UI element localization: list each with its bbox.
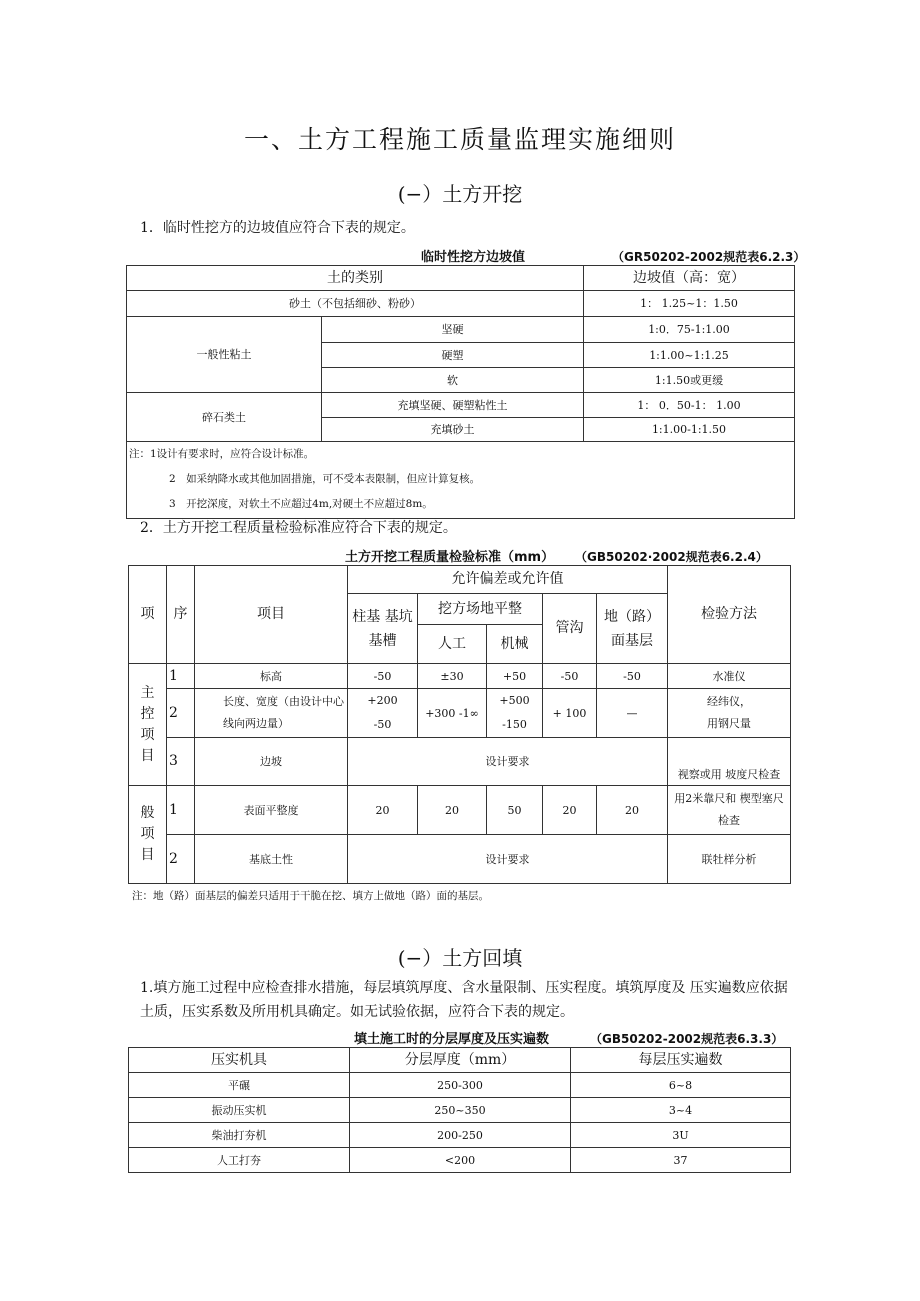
slope-row-gravel-a-value: 1： 0．50-1： 1.00 [584,393,795,418]
header-road: 地（路）面基层 [597,594,668,664]
group-main-char: 目 [140,747,155,764]
group-main-control [129,664,167,786]
row2-pile-minus: -50 [373,718,392,731]
slope-table-header-value: 边坡值（高：宽） [584,266,795,291]
slope-table [126,265,795,519]
row1-pile: -50 [348,664,418,689]
page-title: 一、土方工程施工质量监理实施细则 [243,125,676,154]
general2-method: 联牡样分析 [668,835,791,884]
slope-row-gravel-a: 充填坚硬、硬塑粘性土 [322,393,584,418]
group-main-char: 主 [140,684,155,701]
backfill-cell: 3~4 [571,1098,791,1123]
backfill-cell: 3U [571,1123,791,1148]
row2-machine [487,689,543,738]
header-machine: 机械 [487,625,543,664]
slope-row-gravel-label: 碎石类土 [127,393,322,442]
row2-road: — [597,689,668,738]
row2-trench: + 100 [543,689,597,738]
row2-manual: +300 -1∞ [418,689,487,738]
backfill-cell: 37 [571,1148,791,1173]
general2-value: 设计要求 [348,835,668,884]
general2-name: 基底土性 [195,835,348,884]
row2-pile-plus: +200 [367,694,398,707]
row3-seq: 3 [167,738,195,786]
backfill-cell: 200-250 [350,1123,571,1148]
table2-reference: （GB50202·2002规范表6.2.4） [575,550,768,564]
general1-name: 表面平整度 [195,786,348,835]
backfill-cell: 平碾 [129,1073,350,1098]
header-method: 检验方法 [668,566,791,664]
general1-method: 用2米靠尺和 楔型塞尺检查 [668,786,791,835]
slope-row-clay-hard: 坚硬 [322,317,584,343]
slope-row-clay-soft-value: 1:1.50或更缓 [584,368,795,393]
header-allowance: 允许偏差或允许值 [348,566,668,594]
backfill-cell: <200 [350,1148,571,1173]
slope-note-2: 2 如采纳降水或其他加固措施，可不受本表限制，但应计算复核。 [169,473,481,485]
row1-name: 标高 [195,664,348,689]
row1-machine: +50 [487,664,543,689]
slope-row-gravel-b-value: 1:1.00-1:1.50 [584,418,795,442]
paragraph-backfill: 1.填方施工过程中应检查排水措施，每层填筑厚度、含水量限制、压实程度。填筑厚度及 压实遍数应依据土质，压实系数及所用机具确定。如无试验依据，应符合下表的规定。 [140,980,788,1020]
table2-note: 注：地（路）面基层的偏差只适用于干脆在挖、填方上做地（路）面的基层。 [132,890,489,902]
table1-caption: 临时性挖方边坡值 [421,250,526,265]
row2-machine-minus: -150 [502,718,527,731]
group-general-char: 目 [140,847,155,863]
slope-table-header-soil: 土的类别 [127,266,584,291]
backfill-header-thickness: 分层厚度（mm） [350,1048,571,1073]
header-site-leveling: 挖方场地平整 [418,594,543,625]
slope-row-gravel-b: 充填砂土 [322,418,584,442]
group-general [129,786,167,884]
row3-value: 设计要求 [348,738,668,786]
table1-reference: （GR50202-2002规范表6.2.3） [612,250,806,264]
slope-note-1: 注：1设计有要求时，应符合设计标准。 [129,448,315,460]
backfill-cell: 人工打夯 [129,1148,350,1173]
general1-pile: 20 [348,786,418,835]
header-pile: 柱基 基坑 基槽 [348,594,418,664]
row1-trench: -50 [543,664,597,689]
slope-table-notes [127,442,795,519]
header-project: 项目 [195,566,348,664]
header-trench: 管沟 [543,594,597,664]
general1-machine: 50 [487,786,543,835]
paragraph-slope-requirement: 1．临时性挖方的边坡值应符合下表的规定。 [140,220,415,236]
slope-row-clay-plastic: 硬塑 [322,343,584,368]
paragraph-quality-standard: 2．土方开挖工程质量检验标准应符合下表的规定。 [140,520,457,536]
slope-row-sand-label: 砂土（不包括细砂、粉砂） [127,291,584,317]
slope-row-clay-plastic-value: 1:1.00~1:1.25 [584,343,795,368]
group-general-char: 般 [140,805,155,821]
row3-name: 边坡 [195,738,348,786]
row2-name: 长度、宽度（由设计中心线向两边量） [195,689,348,738]
row1-road: -50 [597,664,668,689]
row2-seq: 2 [167,689,195,738]
general1-seq: 1 [167,786,195,835]
table3-reference: （GB50202-2002规范表6.3.3） [590,1032,784,1046]
backfill-header-machine: 压实机具 [129,1048,350,1073]
header-manual: 人工 [418,625,487,664]
row1-seq: 1 [167,664,195,689]
slope-note-3: 3 开挖深度，对软土不应超过4m,对硬土不应超过8m。 [169,498,433,510]
backfill-header-passes: 每层压实遍数 [571,1048,791,1073]
row2-method [668,689,791,738]
general1-trench: 20 [543,786,597,835]
section-heading-backfill: (−）土方回填 [397,946,523,970]
row2-pile [348,689,418,738]
slope-row-clay-label: 一般性粘土 [127,317,322,393]
group-general-char: 项 [140,826,155,842]
general1-road: 20 [597,786,668,835]
backfill-cell: 250~350 [350,1098,571,1123]
row1-manual: ±30 [418,664,487,689]
header-seq: 序 [167,566,195,664]
section-heading-excavation: (−）土方开挖 [397,182,523,206]
slope-row-sand-value: 1： 1.25~1：1.50 [584,291,795,317]
group-main-char: 项 [140,726,155,743]
backfill-cell: 振动压实机 [129,1098,350,1123]
slope-row-clay-hard-value: 1:0．75-1:1.00 [584,317,795,343]
table3-caption: 填土施工时的分层厚度及压实遍数 [354,1032,550,1047]
backfill-table [128,1047,791,1173]
row3-method: 视察或用 坡度尺检查 [668,738,791,786]
row1-method: 水准仪 [668,664,791,689]
excavation-quality-table [128,565,791,884]
backfill-cell: 6~8 [571,1073,791,1098]
row2-method-a: 经纬仪， [707,695,752,708]
slope-row-clay-soft: 软 [322,368,584,393]
general1-manual: 20 [418,786,487,835]
table2-caption: 土方开挖工程质量检验标准（mm） [345,550,555,565]
header-item-col: 项 [129,566,167,664]
row2-machine-plus: +500 [499,694,530,707]
general2-seq: 2 [167,835,195,884]
group-main-char: 控 [140,705,155,722]
backfill-cell: 柴油打夯机 [129,1123,350,1148]
row2-method-b: 用钢尺量 [707,717,752,730]
backfill-cell: 250-300 [350,1073,571,1098]
